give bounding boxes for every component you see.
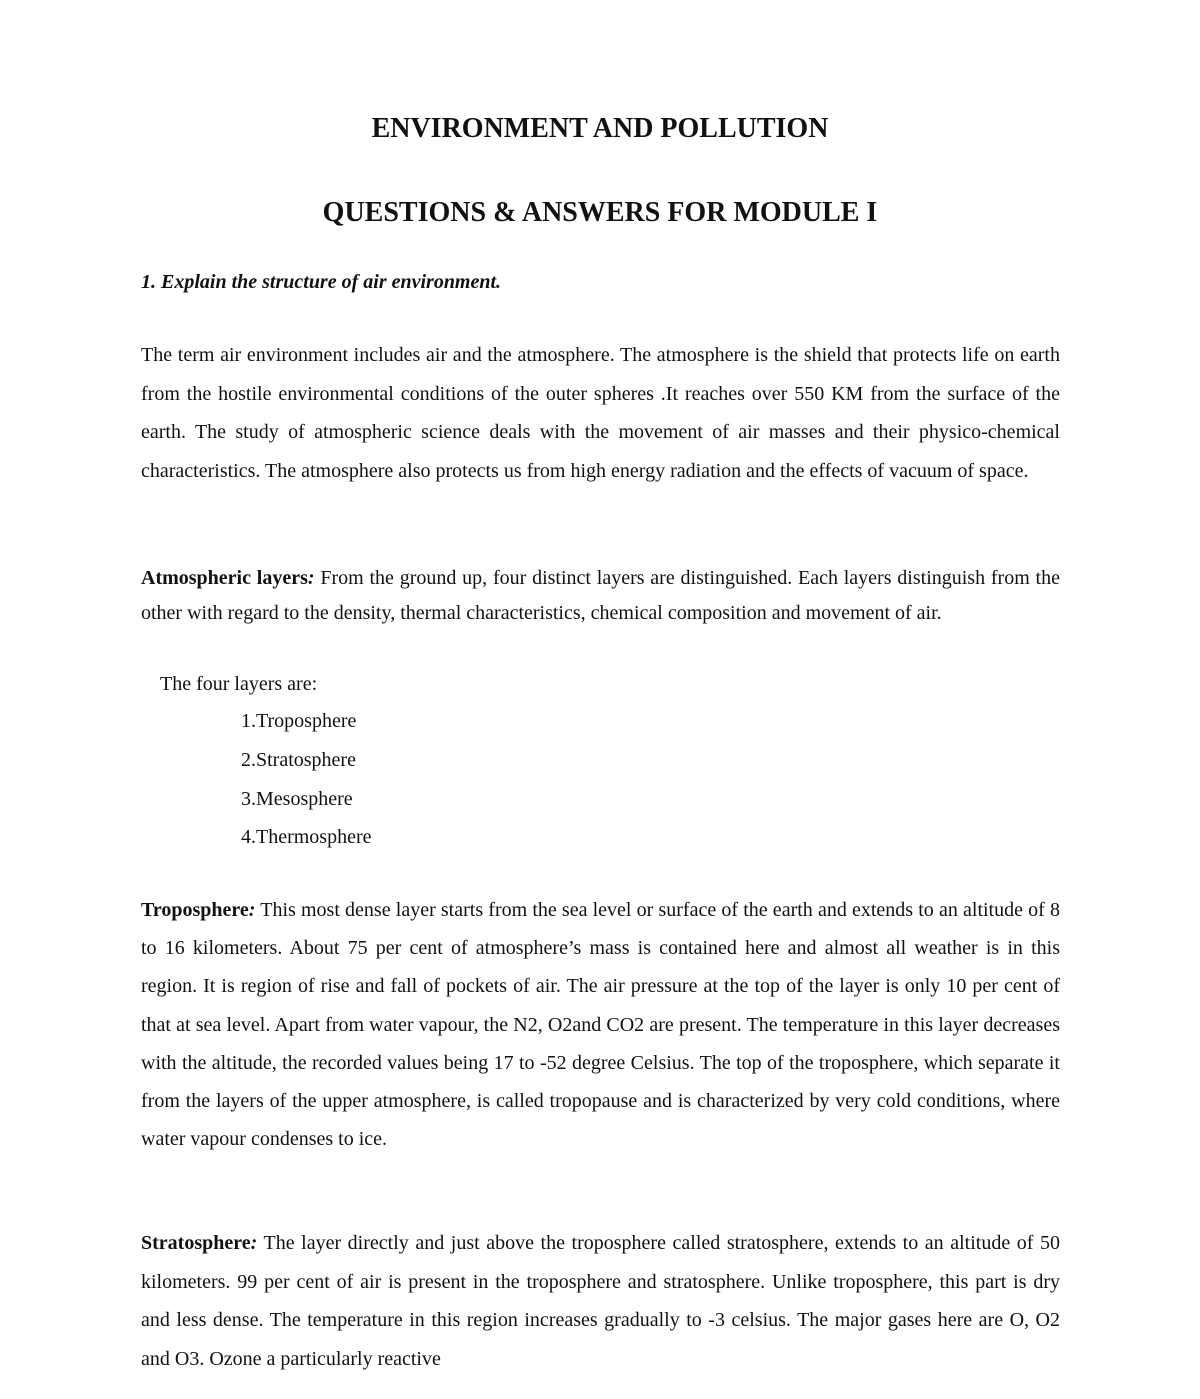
- list-item: 2.Stratosphere: [241, 748, 356, 771]
- stratosphere-text: The layer directly and just above the troposphere called stratosphere, extends to an altitude of 50 kilometers. 99 per cent of air is present in the troposphere and stratosphere. Unlike troposphere, this part is dry and less dense. The temperature in this region increases gradually to -3 celsius. The major gases here are O, O2 and O3. Ozone a particularly reactive: [141, 1232, 1060, 1370]
- heading-colon: :: [250, 1232, 258, 1254]
- intro-paragraph: The term air environment includes air and the atmosphere. The atmosphere is the shield that protects life on earth from the hostile environmental conditions of the outer spheres .It reaches over 550 KM from the surface of the earth. The study of atmospheric science deals with the movement of air masses and their physico-chemical characteristics. The atmosphere also protects us from high energy radiation and the effects of vacuum of space.: [141, 344, 1060, 482]
- heading-colon: :: [248, 899, 256, 921]
- troposphere-heading: Troposphere: [141, 899, 249, 921]
- list-item: 4.Thermosphere: [241, 826, 372, 849]
- layer-list: [241, 706, 372, 861]
- troposphere-paragraph: [141, 891, 1060, 1158]
- question-heading: 1. Explain the structure of air environment.: [141, 271, 502, 293]
- stratosphere-paragraph: [141, 1224, 1060, 1378]
- document-title: ENVIRONMENT AND POLLUTION: [371, 113, 829, 144]
- stratosphere-heading: Stratosphere: [141, 1232, 251, 1254]
- troposphere-text: This most dense layer starts from the sea level or surface of the earth and extends to an altitude of 8 to 16 kilometers. About 75 per cent of atmosphere’s mass is contained here and almost all weather is in this region. It is region of rise and fall of pockets of air. The air pressure at the top of the layer is only 10 per cent of that at sea level. Apart from water vapour, the N2, O2and CO2 are present. The temperature in this layer decreases with the altitude, the recorded values being 17 to -52 degree Celsius. The top of the troposphere, which separate it from the layers of the upper atmosphere, is called tropopause and is characterized by very cold conditions, where water vapour condenses to ice.: [141, 899, 1060, 1151]
- atmospheric-layers-paragraph: [141, 561, 1060, 631]
- atmospheric-layers-heading: Atmospheric layers: [141, 567, 308, 589]
- layers-intro: The four layers are:: [160, 673, 318, 695]
- document-subtitle: QUESTIONS & ANSWERS FOR MODULE I: [322, 197, 878, 228]
- heading-colon: :: [307, 567, 315, 589]
- atmospheric-layers-text: From the ground up, four distinct layers are distinguished. Each layers distinguish from the other with regard to the density, thermal characteristics, chemical composition and movement of air.: [141, 567, 1060, 624]
- list-item: 3.Mesosphere: [241, 787, 353, 810]
- list-item: 1.Troposphere: [241, 710, 357, 732]
